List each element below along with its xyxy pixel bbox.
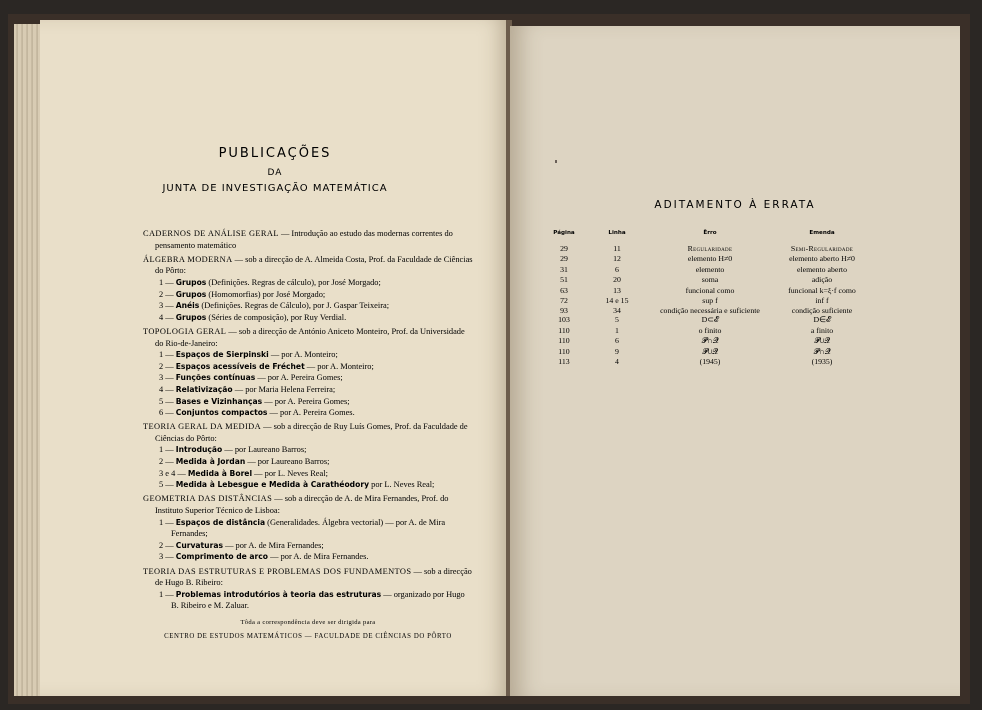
- item-details: (Generalidades. Álgebra vectorial) — por A. de Mira Fernandes;: [171, 517, 446, 539]
- errata-error: soma: [701, 275, 719, 284]
- errata-correction: 𝓟∪𝓠: [814, 336, 830, 345]
- publication-item: [143, 479, 473, 491]
- item-name: Curvaturas: [175, 540, 223, 550]
- item-number: 2 —: [159, 457, 176, 467]
- errata-line: 13: [613, 285, 621, 295]
- errata-row: [548, 315, 876, 326]
- item-name: Medida à Jordan: [175, 457, 246, 467]
- errata-page: 110: [558, 346, 570, 356]
- errata-correction: condição suficiente: [791, 305, 853, 315]
- item-number: 1 —: [159, 350, 176, 360]
- errata-page: 103: [558, 315, 570, 324]
- item-name: Funções contínuas: [175, 373, 256, 383]
- errata-page: 72: [560, 296, 568, 305]
- item-name: Conjuntos compactos: [175, 408, 268, 418]
- errata-line: 4: [615, 357, 619, 366]
- errata-error: D⊂𝓔: [701, 315, 719, 324]
- publication-item: [143, 277, 473, 289]
- item-number: 2 —: [159, 540, 176, 550]
- item-details: (Definições. Regras de Cálculo), por J. Gaspar Teixeira;: [199, 301, 390, 311]
- item-details: — por Laureano Barros;: [222, 445, 307, 455]
- item-details: — por A. Monteiro;: [268, 350, 338, 360]
- series-description: — sob a direcção de Ruy Luís Gomes, Prof. da Faculdade de Ciências do Pôrto:: [155, 422, 468, 443]
- item-number: 4 —: [159, 312, 176, 322]
- item-name: Bases e Vizinhanças: [175, 396, 263, 406]
- errata-line: 6: [615, 336, 619, 345]
- correspondence-note: Tôda a correspondência deve ser dirigida para: [240, 618, 376, 626]
- errata-line: 34: [613, 305, 621, 315]
- errata-row: [548, 286, 876, 297]
- item-number: 4 —: [159, 384, 176, 394]
- item-details: (Homomorfias) por José Morgado;: [206, 289, 326, 299]
- errata-correction: adição: [811, 275, 833, 284]
- publication-item: [143, 300, 473, 312]
- series-description: — sob a direcção de A. de Mira Fernandes, Prof. do Instituto Superior Técnico de Lisboa:: [155, 494, 449, 516]
- errata-error: sup f: [702, 296, 718, 305]
- errata-error: elemento H≠0: [687, 254, 733, 263]
- item-number: 1 —: [159, 589, 176, 599]
- item-name: Espaços de Sierpinski: [175, 350, 269, 360]
- header-error: Êrro: [703, 230, 717, 236]
- item-name: Comprimento de arco: [175, 552, 269, 562]
- item-name: Medida à Borel: [187, 468, 253, 478]
- errata-error: 𝓟∪𝓠: [702, 346, 718, 356]
- publication-item: [143, 407, 473, 419]
- errata-page: 31: [560, 264, 568, 274]
- publications-title: PUBLICAÇÕES: [218, 146, 332, 161]
- errata-row: [548, 265, 876, 276]
- publication-item: [143, 349, 473, 361]
- errata-page: 63: [560, 285, 568, 295]
- publication-series: [143, 421, 473, 491]
- errata-page: 93: [560, 305, 568, 315]
- series-title: TEORIA GERAL DA MEDIDA: [143, 422, 262, 432]
- errata-title: ADITAMENTO À ERRATA: [654, 199, 816, 211]
- publication-series: [143, 254, 473, 324]
- item-name: Anéis: [175, 301, 200, 311]
- publication-item: [143, 540, 473, 552]
- errata-correction: elemento aberto: [796, 264, 847, 274]
- series-title: CADERNOS DE ANÁLISE GERAL: [143, 229, 279, 238]
- item-number: 1 —: [159, 517, 176, 527]
- series-title: ÁLGEBRA MODERNA: [143, 254, 233, 264]
- errata-line: 11: [613, 243, 621, 253]
- item-number: 2 —: [159, 361, 176, 371]
- publications-list: [143, 228, 473, 642]
- errata-page: 110: [558, 336, 570, 345]
- item-name: Espaços acessíveis de Fréchet: [175, 361, 305, 371]
- item-number: 6 —: [159, 408, 176, 418]
- errata-correction: Semi-Regularidade: [790, 243, 854, 253]
- errata-table: [548, 228, 876, 368]
- publication-item: [143, 468, 473, 480]
- publications-da: DA: [267, 168, 283, 178]
- item-number: 3 e 4 —: [159, 468, 188, 478]
- item-details: — por A. Pereira Gomes.: [267, 408, 355, 418]
- item-number: 3 —: [159, 301, 176, 311]
- item-details: — por A. de Mira Fernandes.: [268, 552, 369, 562]
- errata-line: 12: [613, 254, 621, 263]
- header-correction: Emenda: [809, 230, 835, 236]
- errata-correction: (1935): [811, 357, 833, 366]
- errata-row: [548, 254, 876, 265]
- series-heading: [143, 493, 473, 516]
- item-number: 5 —: [159, 480, 176, 490]
- errata-line: 14 e 15: [605, 296, 629, 305]
- publication-item: [143, 384, 473, 396]
- item-details: — por A. Pereira Gomes;: [255, 373, 343, 383]
- publication-item: [143, 589, 473, 612]
- publication-item: [143, 372, 473, 384]
- errata-page: 29: [560, 254, 568, 263]
- item-details: por L. Neves Real;: [369, 480, 435, 490]
- errata-page: 113: [558, 357, 570, 366]
- errata-line: 1: [615, 325, 619, 335]
- item-name: Grupos: [175, 277, 207, 287]
- publication-item: [143, 551, 473, 563]
- item-details: — por Laureano Barros;: [245, 457, 330, 467]
- errata-row: [548, 347, 876, 358]
- item-number: 2 —: [159, 289, 176, 299]
- errata-line: 20: [613, 275, 621, 284]
- item-name: Espaços de distância: [175, 517, 266, 527]
- errata-line: 6: [615, 264, 619, 274]
- errata-correction: a finito: [810, 325, 834, 335]
- header-line: Linha: [608, 230, 626, 236]
- item-details: — por A. de Mira Fernandes;: [222, 540, 324, 550]
- errata-correction: 𝓟∩𝓠: [813, 346, 831, 356]
- item-details: — organizado por Hugo B. Ribeiro e M. Zaluar.: [171, 589, 465, 611]
- errata-correction: inf f: [815, 296, 829, 305]
- publication-item: [143, 361, 473, 373]
- errata-error: Regularidade: [687, 243, 733, 253]
- header-page: Página: [553, 230, 575, 236]
- errata-error: condição necessária e suficiente: [660, 305, 760, 315]
- publication-item: [143, 444, 473, 456]
- errata-header-row: [548, 228, 876, 239]
- series-description: — sob a direcção de A. Almeida Costa, Prof. da Faculdade de Ciências do Pôrto:: [155, 254, 473, 276]
- errata-correction: D∈𝓔: [813, 315, 831, 324]
- series-title: TOPOLOGIA GERAL: [143, 326, 227, 336]
- errata-page: 110: [558, 325, 570, 335]
- errata-row: [548, 326, 876, 337]
- errata-error: o finito: [698, 325, 722, 335]
- series-title: TEORIA DAS ESTRUTURAS E PROBLEMAS DOS FUNDAMENTOS: [143, 566, 412, 576]
- series-title: GEOMETRIA DAS DISTÂNCIAS: [143, 494, 273, 504]
- errata-row: [548, 336, 876, 347]
- item-name: Problemas introdutórios à teoria das estruturas: [175, 589, 382, 599]
- publication-series: [143, 566, 473, 612]
- series-description: — sob a direcção de António Aniceto Monteiro, Prof. da Universidade do Rio-de-Janeiro:: [155, 326, 465, 348]
- publications-subtitle: JUNTA DE INVESTIGAÇÃO MATEMÁTICA: [162, 183, 388, 194]
- errata-row: [548, 307, 876, 316]
- item-name: Grupos: [175, 289, 207, 299]
- series-heading: [143, 228, 473, 251]
- series-description: — sob a direcção de Hugo B. Ribeiro:: [155, 566, 472, 588]
- item-details: — por A. Monteiro;: [304, 361, 374, 371]
- series-heading: [143, 254, 473, 277]
- errata-row: [548, 275, 876, 286]
- item-details: — por A. Pereira Gomes;: [262, 396, 350, 406]
- publication-series: [143, 326, 473, 419]
- item-number: 1 —: [159, 445, 176, 455]
- errata-row: [548, 244, 876, 255]
- series-heading: [143, 326, 473, 349]
- item-details: — por L. Neves Real;: [252, 468, 328, 478]
- series-heading: [143, 566, 473, 589]
- publication-item: [143, 456, 473, 468]
- item-number: 3 —: [159, 552, 176, 562]
- publication-item: [143, 396, 473, 408]
- errata-page: 29: [560, 243, 568, 253]
- item-name: Grupos: [175, 312, 207, 322]
- publication-series: [143, 493, 473, 563]
- item-details: (Séries de composição), por Ruy Verdial.: [206, 312, 347, 322]
- correspondence-address: CENTRO DE ESTUDOS MATEMÁTICOS — FACULDADE DE CIÊNCIAS DO PÔRTO: [164, 632, 452, 640]
- errata-error: 𝓟∩𝓠: [701, 336, 719, 345]
- item-number: 5 —: [159, 396, 176, 406]
- errata-error: funcional como: [685, 285, 735, 295]
- errata-row: [548, 357, 876, 368]
- item-name: Introdução: [175, 445, 223, 455]
- publication-item: [143, 312, 473, 324]
- publication-series: [143, 228, 473, 251]
- errata-row: [548, 296, 876, 307]
- errata-correction: elemento aberto H≠0: [789, 254, 855, 263]
- errata-line: 5: [615, 315, 619, 324]
- item-name: Relativização: [175, 384, 233, 394]
- margin-mark: [555, 160, 557, 163]
- item-details: — por Maria Helena Ferreira;: [232, 384, 336, 394]
- item-name: Medida à Lebesgue e Medida à Carathéodory: [175, 480, 370, 490]
- publication-item: [143, 289, 473, 301]
- errata-correction: funcional k=ξ·f como: [788, 285, 856, 295]
- item-details: (Definições. Regras de cálculo), por José Morgado;: [206, 277, 381, 287]
- errata-error: (1945): [699, 357, 721, 366]
- series-heading: [143, 421, 473, 444]
- publication-item: [143, 517, 473, 540]
- errata-line: 9: [615, 346, 619, 356]
- item-number: 3 —: [159, 373, 176, 383]
- errata-page: 51: [560, 275, 568, 284]
- series-description: — Introdução ao estudo das modernas correntes do pensamento matemático: [155, 229, 453, 250]
- item-number: 1 —: [159, 277, 176, 287]
- errata-error: elemento: [695, 264, 725, 274]
